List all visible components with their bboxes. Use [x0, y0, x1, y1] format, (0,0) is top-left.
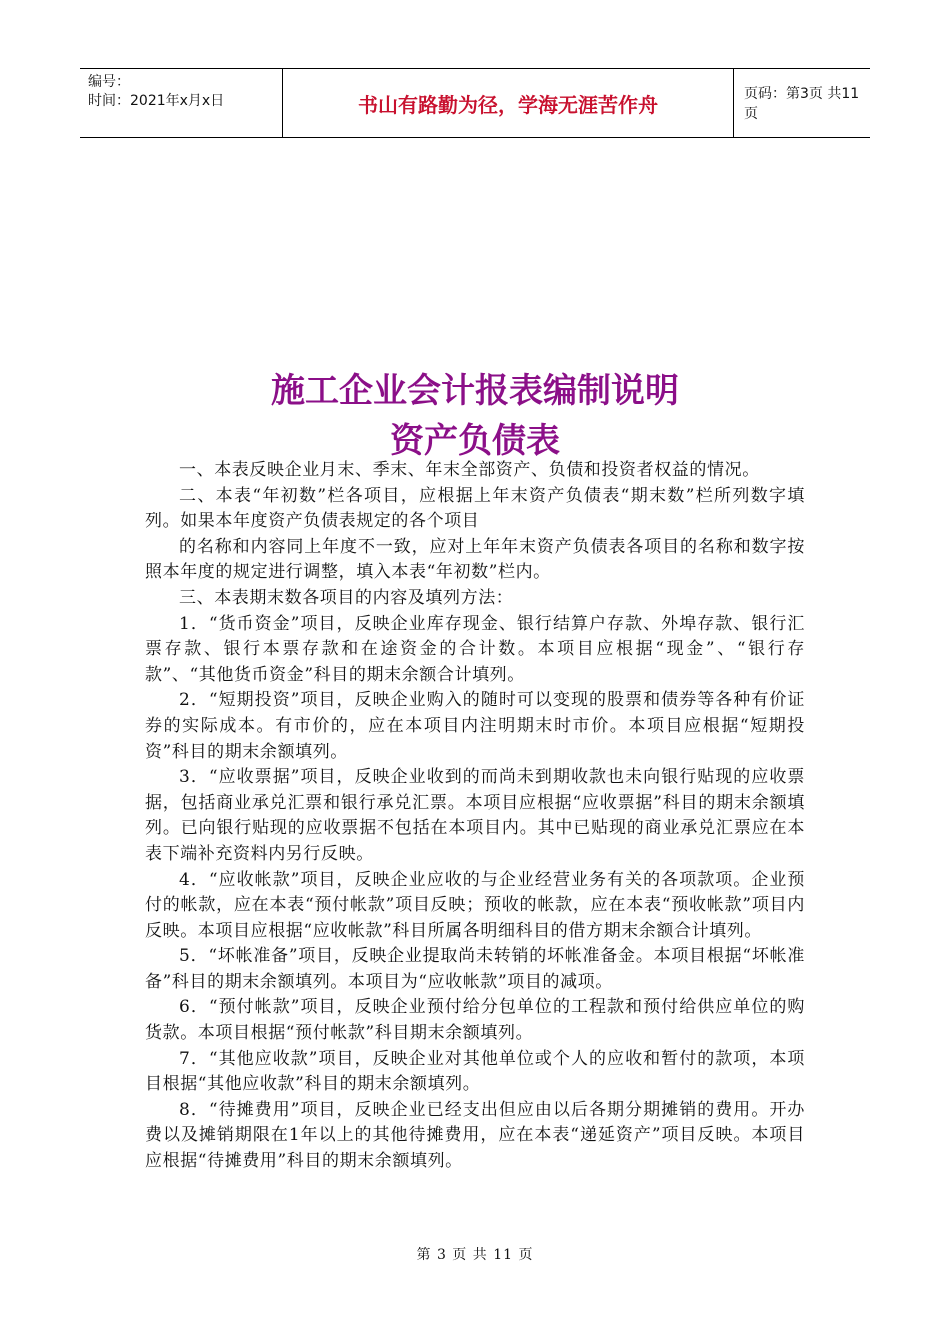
paragraph: 3．“应收票据”项目，反映企业收到的而尚未到期收款也未向银行贴现的应收票据，包括商业承兑汇票和银行承兑汇票。本项目应根据“应收票据”科目的期末余额填列。已向银行贴现的应收票据不包括在本项目内。其中已贴现的商业承兑汇票应在本表下端补充资料内另行反映。	[145, 767, 805, 864]
page-footer: 第 3 页 共 11 页	[416, 1247, 534, 1263]
paragraph: 6．“预付帐款”项目，反映企业预付给分包单位的工程款和预付给供应单位的购货款。本项目根据“预付帐款”科目期末余额填列。	[145, 997, 805, 1044]
paragraph: 二、本表“年初数”栏各项目，应根据上年末资产负债表“期末数”栏所列数字填列。如果本年度资产负债表规定的各个项目	[145, 485, 805, 532]
header-motto: 书山有路勤为径，学海无涯苦作舟	[282, 69, 734, 137]
section-title: 资产负债表	[390, 421, 560, 461]
paragraph: 一、本表反映企业月末、季末、年末全部资产、负债和投资者权益的情况。	[179, 460, 760, 480]
paragraph: 7．“其他应收款”项目，反映企业对其他单位或个人的应收和暂付的款项，本项目根据“其他应收款”科目的期末余额填列。	[145, 1048, 805, 1095]
paragraph: 4．“应收帐款”项目，反映企业应收的与企业经营业务有关的各项款项。企业预付的帐款，应在本表“预付帐款”项目反映；预收的帐款，应在本表“预收帐款”项目内反映。本项目应根据“应收帐款”科目所属各明细科目的借方期末余额合计填列。	[145, 869, 805, 941]
page-header	[80, 68, 870, 138]
document-number-label: 编号：	[88, 74, 130, 90]
paragraph: 5．“坏帐准备”项目，反映企业提取尚未转销的坏帐准备金。本项目根据“坏帐准备”科目的期末余额填列。本项目为“应收帐款”项目的减项。	[145, 946, 805, 992]
paragraph: 三、本表期末数各项目的内容及填列方法：	[179, 587, 514, 608]
header-page-info: 页码：第3页 共11页	[744, 86, 860, 122]
header-meta	[80, 69, 282, 137]
document-title: 施工企业会计报表编制说明	[271, 371, 679, 411]
paragraph: 2．“短期投资”项目，反映企业购入的随时可以变现的股票和债券等各种有价证券的实际成本。有市价的，应在本项目内注明期末时市价。本项目应根据“短期投资”科目的期末余额填列。	[145, 690, 805, 762]
paragraph: 1．“货币资金”项目，反映企业库存现金、银行结算户存款、外埠存款、银行汇票存款、银行本票存款和在途资金的合计数。本项目应根据“现金”、“银行存款”、“其他货币资金”科目的期末余额合计填列。	[145, 613, 805, 685]
document-body	[145, 458, 805, 1175]
document-date: 时间：2021年x月x日	[88, 93, 225, 109]
paragraph: 8．“待摊费用”项目，反映企业已经支出但应由以后各期分期摊销的费用。开办费以及摊销期限在1年以上的其他待摊费用，应在本表“递延资产”项目反映。本项目应根据“待摊费用”科目的期末余额填列。	[145, 1099, 805, 1172]
paragraph: 的名称和内容同上年度不一致，应对上年年末资产负债表各项目的名称和数字按照本年度的规定进行调整，填入本表“年初数”栏内。	[145, 536, 805, 583]
